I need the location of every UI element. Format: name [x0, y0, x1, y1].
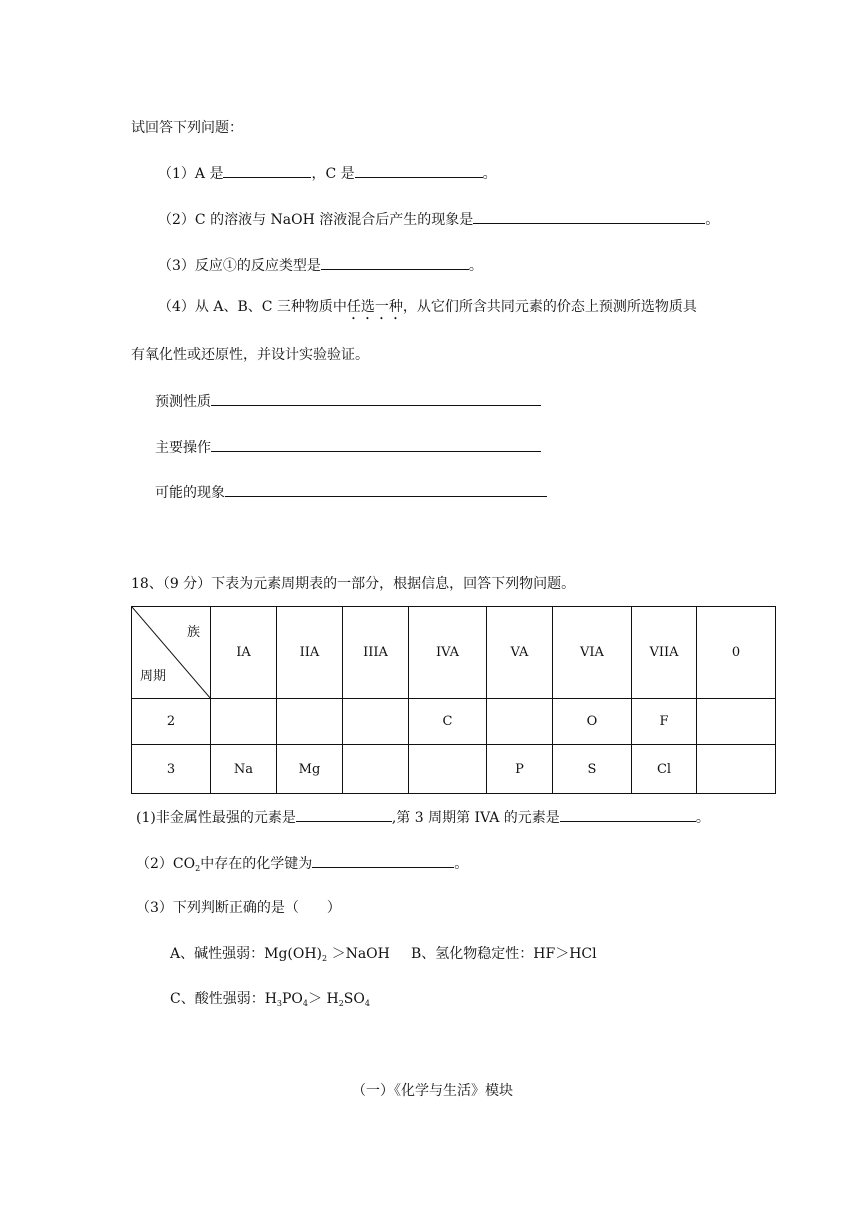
group-header: 0	[697, 607, 776, 699]
option-b[interactable]	[411, 944, 597, 964]
option-c-text: C、酸性强弱：H	[170, 991, 277, 1007]
element-cell: P	[487, 745, 553, 794]
period-cell: 2	[132, 699, 211, 745]
answer-blank-strongest-nonmetal[interactable]	[296, 807, 392, 822]
q17-p4-b: ，从它们所含共同元素的价态上预测所选物质具	[402, 299, 697, 315]
element-cell	[697, 699, 776, 745]
q17-p1-b: ，C 是	[311, 166, 355, 182]
q17-predict	[155, 391, 541, 412]
q17-p2-end: 。	[705, 212, 720, 228]
q17-p4-a: （4）从 A、B、C 三种物质中	[158, 299, 347, 315]
option-a-text: A、碱性强弱：Mg(OH)	[170, 946, 323, 962]
group-header: VIIA	[632, 607, 697, 699]
group-header: IIA	[277, 607, 343, 699]
q17-p3-end: 。	[468, 258, 483, 274]
answer-blank-chemical-bond[interactable]	[312, 853, 454, 868]
element-cell: S	[553, 745, 632, 794]
element-cell: Mg	[277, 745, 343, 794]
answer-blank-phenomenon[interactable]	[473, 209, 705, 224]
q17-part1	[158, 163, 497, 184]
q18-s2-sub: 2	[195, 864, 201, 873]
option-c-text: SO	[343, 991, 365, 1007]
group-label: 族	[186, 625, 200, 640]
q17-p2: （2）C 的溶液与 NaOH 溶液混合后产生的现象是	[158, 212, 474, 228]
q18-sub1	[136, 807, 710, 828]
option-a[interactable]	[170, 944, 390, 964]
periodic-table-header-row	[132, 607, 776, 699]
element-cell	[343, 745, 409, 794]
element-cell: Cl	[632, 745, 697, 794]
phenomenon-blank[interactable]	[225, 482, 547, 497]
group-header: IIIA	[343, 607, 409, 699]
period-cell: 3	[132, 745, 211, 794]
option-c[interactable]	[170, 989, 370, 1009]
q17-part3	[158, 255, 483, 276]
q17-p3: （3）反应①的反应类型是	[158, 258, 321, 274]
answer-blank-reaction-type[interactable]	[321, 255, 469, 270]
q18-s2-a: （2）CO	[136, 856, 196, 872]
phenomenon-label: 可能的现象	[155, 485, 225, 501]
option-b-text: B、氢化物稳定性：HF＞HCl	[411, 946, 597, 962]
element-cell	[277, 699, 343, 745]
periodic-table	[131, 606, 776, 794]
element-cell: Na	[211, 745, 277, 794]
q18-sub3: （3）下列判断正确的是（ ）	[136, 900, 341, 916]
element-cell	[343, 699, 409, 745]
q18-s1-b: ,第 3 周期第 IVA 的元素是	[391, 810, 560, 826]
q17-part4	[158, 297, 697, 323]
element-cell	[211, 699, 277, 745]
q18-s1-end: 。	[695, 810, 710, 826]
q17-phenomenon	[155, 482, 547, 503]
table-row	[132, 745, 776, 794]
element-cell	[697, 745, 776, 794]
element-cell: C	[409, 699, 487, 745]
element-cell: F	[632, 699, 697, 745]
operation-label: 主要操作	[155, 440, 211, 456]
option-c-text: ＞ H	[308, 991, 339, 1007]
option-a-sub: 2	[322, 954, 328, 963]
option-c-sub: 4	[364, 999, 370, 1008]
group-header: IVA	[409, 607, 487, 699]
q17-part2	[158, 209, 719, 230]
predict-label: 预测性质	[155, 394, 211, 410]
module-title: （一）《化学与生活》模块	[352, 1083, 513, 1099]
element-cell	[487, 699, 553, 745]
q17-operation	[155, 437, 541, 458]
predict-blank[interactable]	[211, 391, 541, 406]
q18-s2-end: 。	[454, 856, 469, 872]
element-cell	[409, 745, 487, 794]
group-header: VIA	[553, 607, 632, 699]
q17-p4-emphasis: 任选一种	[346, 299, 403, 315]
corner-cell	[132, 607, 211, 699]
q17-part4-cont: 有氧化性或还原性，并设计实验验证。	[131, 347, 369, 363]
q18-title: 18、（9 分）下表为元素周期表的一部分，根据信息，回答下列物问题。	[131, 576, 576, 592]
q18-s1-a: (1)非金属性最强的元素是	[136, 810, 296, 826]
element-cell: O	[553, 699, 632, 745]
option-c-sub: 3	[276, 999, 283, 1008]
answer-blank-c[interactable]	[355, 163, 483, 178]
group-header: VA	[487, 607, 553, 699]
answer-blank-period3-iva[interactable]	[560, 807, 696, 822]
table-row	[132, 699, 776, 745]
q17-p1-a: （1）A 是	[158, 166, 224, 182]
q17-p1-end: 。	[482, 166, 497, 182]
period-label: 周期	[140, 669, 167, 684]
answer-blank-a[interactable]	[223, 163, 311, 178]
option-c-text: PO	[282, 991, 303, 1007]
option-c-sub: 2	[338, 999, 344, 1008]
option-a-text-end: ＞NaOH	[327, 946, 390, 962]
q18-sub2	[136, 853, 468, 874]
q17-intro: 试回答下列问题：	[131, 120, 243, 136]
group-header: IA	[211, 607, 277, 699]
operation-blank[interactable]	[211, 437, 541, 452]
q18-s2-b: 中存在的化学键为	[200, 856, 313, 872]
option-c-sub: 4	[302, 999, 309, 1008]
